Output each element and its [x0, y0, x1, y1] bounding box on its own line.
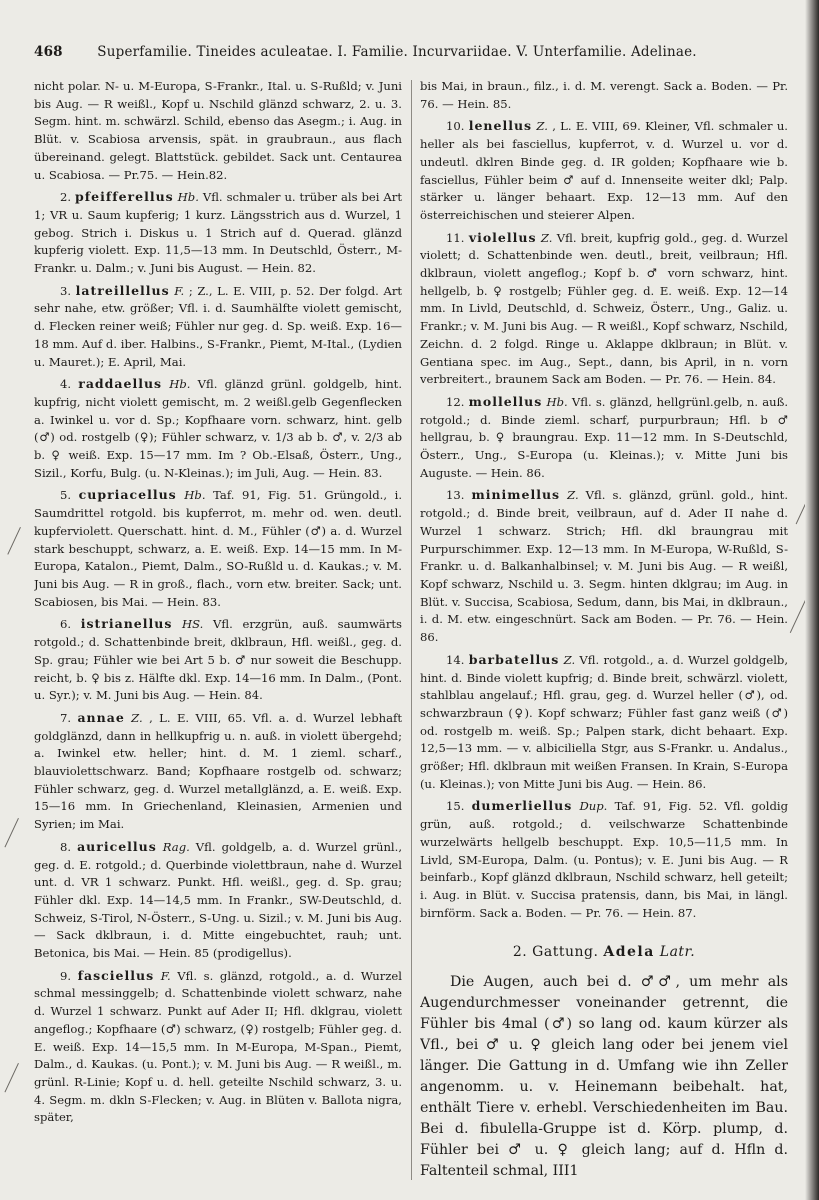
species-description: , L. E. VIII, 69. Kleiner, Vfl. schmaler u. heller als bei fasciellus, kupferrot, v. d. Wurzel u. vor d. undeutl. dklren Binde geg. d. IR golden; Kopfhaare wie b. fasciellus, Fühler beim ♂ auf d. Innenseite weiter dkl; Palp. stärker u. länger behaart. Exp. 12—13 mm. Auf den österreichischen und steierer Alpen.: [420, 119, 788, 222]
species-author: Hb.: [184, 488, 206, 503]
species-number: 13.: [446, 488, 465, 503]
species-name: mollellus: [468, 393, 543, 409]
species-entry: [420, 229, 788, 389]
species-description: Vfl. erzgrün, auß. saumwärts rotgold.; d. Schattenbinde breit, dklbraun, Hfl. weißl., geg. d. Sp. grau; Fühler wie bei Art 5 b. ♂ nur soweit die Beschupp. reicht, b. ♀ bis z. Hälfte dkl. Exp. 14—16 mm. In Dalm., (Pont. u. Syr.); v. M. Juni bis Aug. — Hein. 84.: [34, 617, 402, 703]
species-entry: [420, 651, 788, 794]
page-number: 468: [34, 44, 63, 60]
species-description: nicht polar. N- u. M-Europa, S-Frankr., Ital. u. S-Rußld; v. Juni bis Aug. — R weißl., Kopf u. Nschild glänzd schwarz, 2. u. 3. Segm. hint. m. schwärzl. Schild, ebenso das Asegm.; i. Aug. in Blüt. v. Scabiosa arvensis, spät. in graubraun., aus flach übereinand. gelegt. Blattstück. gebildet. Sack unt. Centaurea u. Scabiosa. — Pr.75. — Hein.82.: [34, 79, 402, 182]
genus-name: Adela: [603, 944, 655, 961]
species-number: 14.: [446, 652, 465, 667]
species-name: pfeifferellus: [75, 189, 174, 205]
species-description: Vfl. goldgelb, a. d. Wurzel grünl., geg. d. E. rotgold.; d. Querbinde violettbraun, nahe d. Wurzel unt. d. VR 1 schwarz. Punkt. Hfl. weißl., geg. d. Sp. grau; Fühler dkl. Exp. 14—14,5 mm. In Frankr., SW-Deutschld, d. Schweiz, S-Tirol, N-Österr., S-Ung. u. Sizil.; v. M. Juni bis Aug. — Sack dklbraun, i. d. Mitte eingebuchtet, rauh; unt. Betonica, bis Mai. — Hein. 85 (prodigellus).: [34, 839, 402, 961]
species-description: Taf. 91, Fig. 52. Vfl. goldig grün, auß. rotgold.; d. veilschwarze Schattenbinde wurzelwärts hellgelb beschuppt. Exp. 10,5—11,5 mm. In Livld, SM-Europa, Dalm. (u. Pontus); v. E. Juni bis Aug. — R beinfarb., Kopf glänzd dklbraun, Nschild schwarz, hell geteilt; i. Aug. in Blüt. v. Succisa pratensis, dann, bis Mai, in längl. birnförm. Sack a. Boden. — Pr. 76. — Hein. 87.: [420, 799, 788, 920]
margin-mark: [4, 818, 18, 847]
running-title: Superfamilie. Tineides aculeatae. I. Familie. Incurvariidae. V. Unterfamilie. Adelinae.: [97, 44, 697, 60]
species-number: 8.: [60, 839, 72, 854]
species-number: 7.: [60, 710, 72, 725]
genus-heading: [420, 944, 788, 962]
species-entry: [34, 188, 402, 278]
species-description: Vfl. s. glänzd, rotgold., a. d. Wurzel schmal messinggelb; d. Schattenbinde violett schwarz, nahe d. Wurzel 1 schwarz. Punkt auf Ader II; Hfl. dklgrau, violett angeflog.; Kopfhaare (♂) schwarz, (♀) rostgelb; Fühler geg. d. E. weiß. Exp. 14—15,5 mm. In M-Europa, M-Span., Piemt, Dalm., d. Kaukas. (u. Pont.); v. M. Juni bis Aug. — R weißl., m. grünl. R-Linie; Kopf u. d. hell. geteilte Nschild schwarz, 3. u. 4. Segm. m. dkln S-Flecken; v. Aug. in Blüten v. Ballota nigra, später,: [34, 968, 402, 1125]
left-column: [34, 78, 402, 1188]
species-author: Dup.: [579, 799, 608, 814]
species-number: 9.: [60, 968, 72, 983]
species-number: 5.: [60, 488, 72, 503]
genus-description: Die Augen, auch bei d. ♂♂, um mehr als Augendurchmesser voneinander getrennt, die Fühler bis 4mal (♂) so lang od. kaum kürzer als Vfl., bei ♂ u. ♀ gleich lang oder bei jenem viel länger. Die Gattung in d. Umfang wie ihn Zeller angenomm. u. v. Heinemann beibehalt. hat, enthält Tiere v. erhebl. Verschiedenheiten im Bau. Bei d. fibulella-Gruppe ist d. Körp. plump, d. Fühler bei ♂ u. ♀ gleich lang; auf d. Hfln d. Faltenteil schmal, III1: [420, 974, 788, 1180]
species-entry: [34, 375, 402, 482]
species-author: Z.: [540, 230, 553, 245]
species-name: istrianellus: [80, 616, 173, 632]
species-name: minimellus: [471, 487, 561, 503]
species-author: F.: [160, 968, 171, 983]
species-description: Vfl. glänzd grünl. goldgelb, hint. kupfrig, nicht violett gemischt, m. 2 weißl.gelb Gegenflecken a. Iwinkel u. vor d. Sp.; Kopfhaare vorn. schwarz, hint. gelb (♂) od. rostgelb (♀); Fühler schwarz, v. 1/3 ab b. ♂, v. 2/3 ab b. ♀ weiß. Exp. 15—17 mm. Im ? Ob.-Elsaß, Österr., Ung., Sizil., Korfu, Bulg. (u. N-Kleinas.); im Juli, Aug. — Hein. 83.: [34, 377, 402, 480]
species-name: fasciellus: [77, 967, 155, 983]
species-entry: [34, 78, 402, 184]
species-description: Vfl. schmaler u. trüber als bei Art 1; VR u. Saum kupferig; 1 kurz. Längsstrich aus d. Wurzel, 1 gebog. Strich i. Diskus u. 1 Strich auf d. Querad. glänzd kupferig violett. Exp. 11,5—13 mm. In Deutschld, Österr., M-Frankr. u. Dalm.; v. Juni bis August. — Hein. 82.: [34, 190, 402, 276]
species-number: 10.: [446, 119, 465, 134]
species-name: annae: [77, 709, 125, 725]
species-number: 4.: [60, 377, 72, 392]
page-header: [34, 44, 799, 70]
species-description: Vfl. s. glänzd, hellgrünl.gelb, n. auß. rotgold.; d. Binde zieml. scharf, purpurbraun; Hfl. b ♂ hellgrau, b. ♀ braungrau. Exp. 11—12 mm. In S-Deutschld, Österr., Ung., S-Europa (u. Kleinas.); v. Mitte Juni bis Auguste. — Hein. 86.: [420, 394, 788, 480]
species-author: F.: [174, 283, 185, 298]
species-description: , L. E. VIII, 65. Vfl. a. d. Wurzel lebhaft goldglänzd, dann in hellkupfrig u. n. auß. in violett übergehd; a. Iwinkel etw. heller; hint. d. M. 1 zieml. scharf., blauviolettschwarz. Band; Kopfhaare rostgelb od. schwarz; Fühler schwarz, geg. d. Wurzel metallglänzd, a. E. weiß. Exp. 15—16 mm. In Griechenland, Kleinasien, Armenien und Syrien; im Mai.: [34, 710, 402, 832]
species-entry: [34, 486, 402, 611]
species-entry: [420, 78, 788, 113]
species-entry: [34, 615, 402, 705]
species-description: bis Mai, in braun., filz., i. d. M. verengt. Sack a. Boden. — Pr. 76. — Hein. 85.: [420, 79, 788, 111]
species-author: Hb.: [169, 377, 191, 392]
species-name: raddaellus: [78, 376, 163, 392]
species-number: 15.: [446, 799, 465, 814]
species-entry: [34, 282, 402, 372]
species-author: Z.: [536, 119, 548, 134]
margin-mark: [790, 600, 806, 633]
species-description: Vfl. s. glänzd, grünl. gold., hint. rotgold.; d. Binde breit, veilbraun, auf d. Ader II nahe d. Wurzel 1 schwarz. Strich; Hfl. dkl braungrau mit Purpurschimmer. Exp. 12—13 mm. In M-Europa, W-Rußld, S-Frankr. u. d. Balkanhalbinsel; v. M. Juni bis Aug. — R weißl, Kopf schwarz, Nschild u. 3. Segm. hinten dklgrau; im Aug. in Blüt. v. Succisa, Scabiosa, Sedum, dann, bis Mai, in dklbraun., i. d. M. etw. eingeschnürt. Sack am Boden. — Pr. 76. — Hein. 86.: [420, 488, 788, 645]
species-number: 3.: [60, 283, 72, 298]
species-entry: [34, 967, 402, 1127]
species-description: ; Z., L. E. VIII, p. 52. Der folgd. Art sehr nahe, etw. größer; Vfl. i. d. Saumhälfte violett gemischt, d. Flecken reiner weiß; Fühler nur geg. d. Sp. weiß. Exp. 16—18 mm. Auf d. iber. Halbins., S-Frankr., Piemt, M-Ital., (Lydien u. Mauret.); E. April, Mai.: [34, 283, 402, 369]
species-number: 6.: [60, 617, 72, 632]
scan-edge-shadow: [805, 0, 819, 1200]
species-name: cupriacellus: [78, 487, 177, 503]
column-divider: [411, 80, 412, 1180]
species-author: HS.: [182, 617, 204, 632]
species-author: Hb.: [177, 190, 199, 205]
species-name: latreillellus: [75, 282, 170, 298]
species-description: Vfl. rotgold., a. d. Wurzel goldgelb, hint. d. Binde violett kupfrig; d. Binde breit, schwärzl. violett, stahlblau angelauf.; Hfl. grau, geg. d. Wurzel heller (♂), od. schwarzbraun (♀). Kopf schwarz; Fühler fast ganz weiß (♂) od. rostgelb m. weiß. Sp.; Palpen stark, dicht behaart. Exp. 12,5—13 mm. — v. albiciliella Stgr, aus S-Frankr. u. Andalus., größer; Hfl. dklbraun mit weißen Fransen. In Krain, S-Europa (u. Kleinas.); von Mitte Juni bis Aug. — Hein. 86.: [420, 652, 788, 791]
species-entry: [34, 709, 402, 834]
species-number: 11.: [446, 230, 465, 245]
right-entries: [420, 78, 788, 922]
species-author: Hb.: [546, 394, 568, 409]
species-number: 12.: [446, 394, 465, 409]
species-name: lenellus: [468, 118, 533, 134]
species-description: Vfl. breit, kupfrig gold., geg. d. Wurzel violett; d. Schattenbinde wen. deutl., breit, veilbraun; Hfl. dklbraun, violett angeflog.; Kopf b. ♂ vorn schwarz, hint. hellgelb, b. ♀ rostgelb; Fühler geg. d. E. weiß. Exp. 12—14 mm. In Livld, Deutschld, d. Schweiz, Österr., Ung., Galiz. u. Frankr.; v. M. Juni bis Aug. — R weißl., Kopf schwarz, Nschild, Zeichn. d. 2 folgd. Ringe u. Aklappe dklbraun; in Blüt. v. Gentiana spec. im Aug., Sept., dann, bis April, in n. vorn verbreitert., braunem Sack am Boden. — Pr. 76. — Hein. 84.: [420, 230, 788, 387]
genus-number: 2. Gattung.: [512, 944, 599, 961]
species-entry: [34, 838, 402, 963]
species-entry: [420, 117, 788, 224]
species-description: Taf. 91, Fig. 51. Grüngold., i. Saumdrittel rotgold. bis kupferrot, m. mehr od. wen. deutl. kupferviolett. Querschatt. hint. d. M., Fühler (♂) a. d. Wurzel stark beschuppt, schwarz, a. E. weiß. Exp. 14—15 mm. In M-Europa, Katalon., Piemt, Dalm., SO-Rußld u. d. Kaukas.; v. M. Juni bis Aug. — R in groß., flach., vorn etw. breiter. Sack; unt. Scabiosen, bis Mai. — Hein. 83.: [34, 488, 402, 609]
species-author: Z.: [563, 652, 576, 667]
margin-mark: [4, 1063, 18, 1092]
species-name: violellus: [468, 229, 537, 245]
species-name: auricellus: [77, 838, 157, 854]
species-author: Z.: [567, 488, 579, 503]
right-column: [420, 78, 788, 1188]
species-entry: [420, 797, 788, 922]
genus-author: Latr.: [659, 944, 696, 961]
margin-mark: [7, 527, 21, 555]
species-author: Rag.: [162, 839, 190, 854]
species-name: barbatellus: [468, 651, 560, 667]
species-entry: [420, 486, 788, 646]
species-number: 2.: [60, 190, 72, 205]
species-entry: [420, 393, 788, 483]
species-name: dumerliellus: [471, 798, 573, 814]
species-author: Z.: [131, 710, 143, 725]
